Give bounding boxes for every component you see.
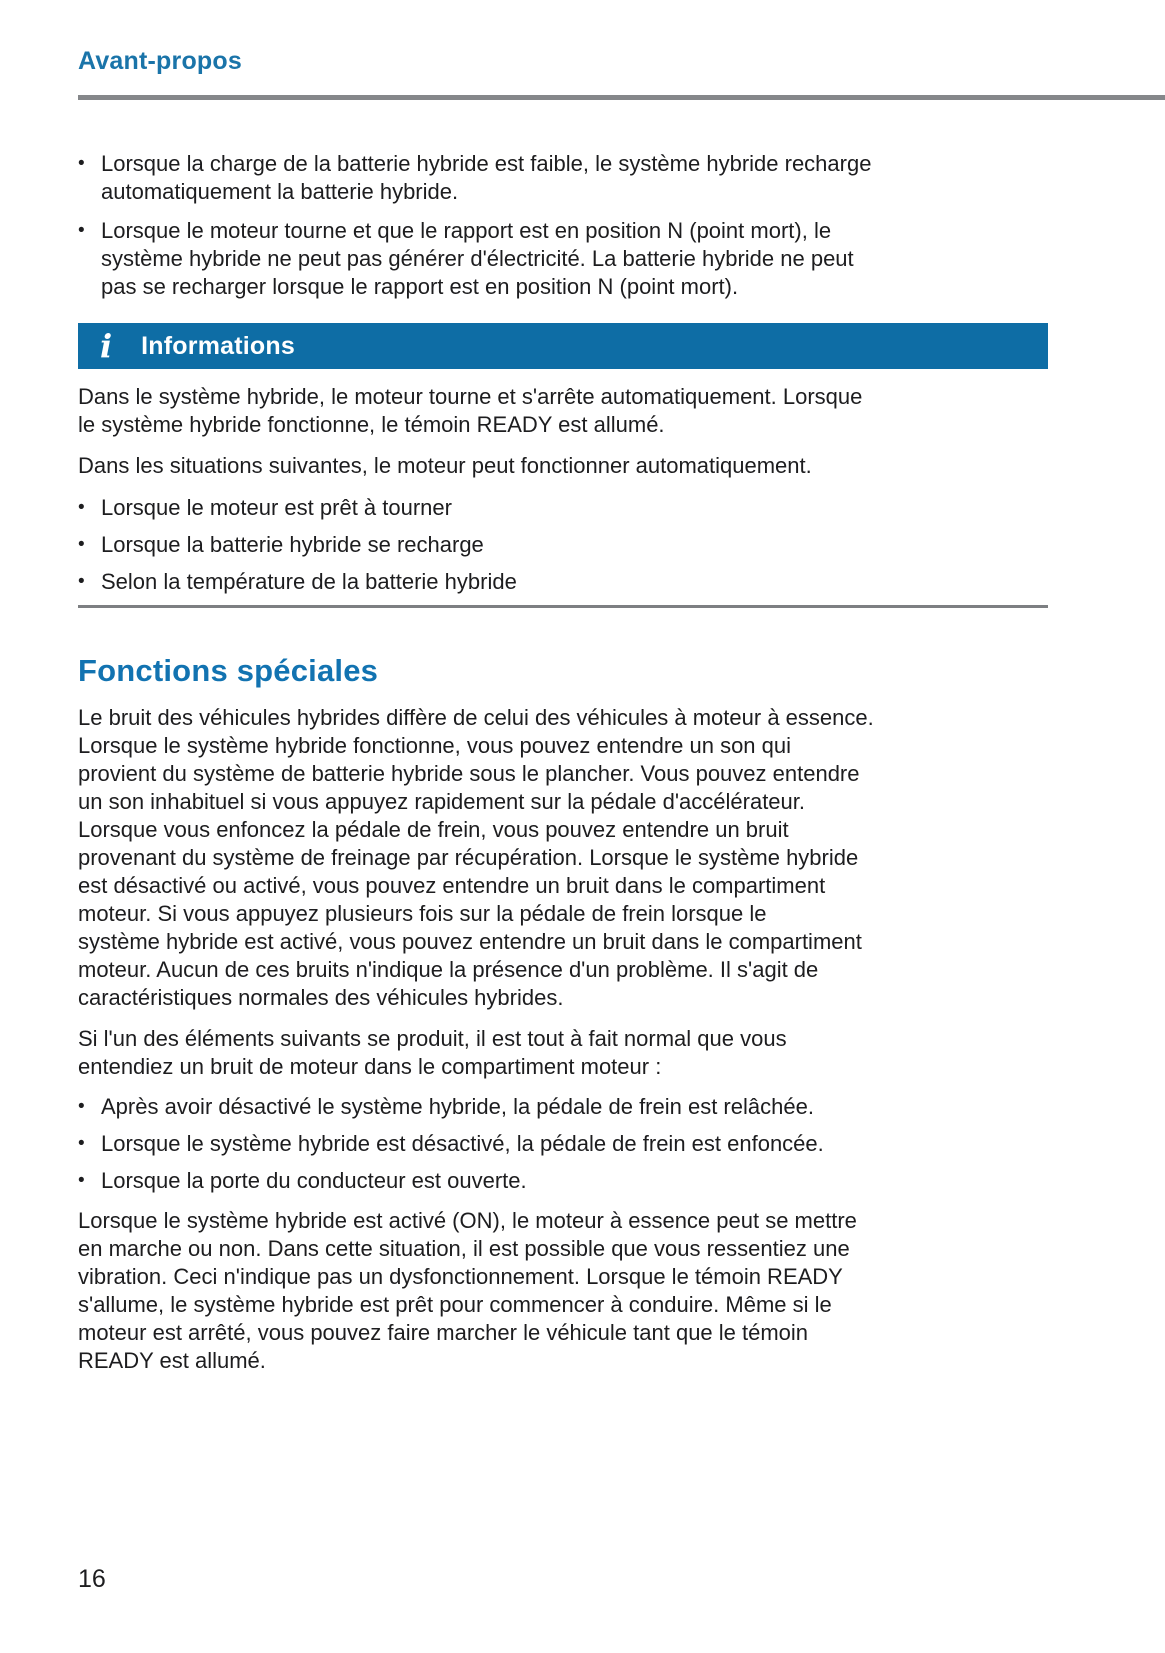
list-item [78,1167,1048,1195]
info-icon: i [100,327,113,365]
text-line: Lorsque le système hybride fonctionne, vous pouvez entendre un son qui [78,733,792,758]
bullet-text: Lorsque le moteur est prêt à tourner [101,495,452,520]
list-item [78,1093,1048,1121]
text-line: en marche ou non. Dans cette situation, il est possible que vous ressentiez une [78,1236,850,1261]
text-line: système hybride ne peut pas générer d'électricité. La batterie hybride ne peut [101,246,854,271]
text-line: moteur. Aucun de ces bruits n'indique la présence d'un problème. Il s'agit de [78,957,819,982]
bullet-icon: • [78,1096,85,1117]
informations-banner [78,323,1048,369]
text-line: Lorsque la charge de la batterie hybride est faible, le système hybride recharge [101,151,872,176]
text-line: système hybride est activé, vous pouvez entendre un bruit dans le compartiment [78,929,862,954]
bullet-text [101,217,854,301]
bullet-icon: • [78,534,85,555]
text-line: moteur. Si vous appuyez plusieurs fois sur la pédale de frein lorsque le [78,901,767,926]
section-paragraph [78,1025,1048,1081]
bullet-icon: • [78,220,85,241]
list-item [78,1130,1048,1158]
bullet-text: Lorsque la batterie hybride se recharge [101,532,484,557]
text-line: provenant du système de freinage par récupération. Lorsque le système hybride [78,845,859,870]
bullet-icon: • [78,571,85,592]
page-number: 16 [78,1565,106,1593]
informations-banner-title: Informations [141,331,295,360]
bullet-icon: • [78,1133,85,1154]
text-line: un son inhabituel si vous appuyez rapidement sur la pédale d'accélérateur. [78,789,805,814]
text-line: vibration. Ceci n'indique pas un dysfonctionnement. Lorsque le témoin READY [78,1264,843,1289]
section-divider [78,605,1048,608]
list-item [78,531,1048,559]
page-title: Avant-propos [78,47,242,75]
info-paragraph [78,452,1048,480]
intro-bullet-list [78,150,1048,301]
list-item [78,494,1048,522]
section-title: Fonctions spéciales [78,653,379,688]
list-item [78,217,1048,301]
section-bullet-list [78,1093,1048,1195]
bullet-icon: • [78,1170,85,1191]
text-line: entendiez un bruit de moteur dans le compartiment moteur : [78,1054,662,1079]
text-line: le système hybride fonctionne, le témoin READY est allumé. [78,412,665,437]
text-line: moteur est arrêté, vous pouvez faire marcher le véhicule tant que le témoin [78,1320,809,1345]
info-bullet-list [78,494,1048,596]
bullet-icon: • [78,153,85,174]
text-line: Dans le système hybride, le moteur tourne et s'arrête automatiquement. Lorsque [78,384,863,409]
bullet-text [101,150,871,206]
info-paragraph [78,383,1048,439]
text-line: automatiquement la batterie hybride. [101,179,459,204]
list-item [78,568,1048,596]
text-line: est désactivé ou activé, vous pouvez entendre un bruit dans le compartiment [78,873,826,898]
text-line: Lorsque vous enfoncez la pédale de frein, vous pouvez entendre un bruit [78,817,789,842]
text-line: Lorsque le système hybride est activé (ON), le moteur à essence peut se mettre [78,1208,857,1233]
text-line: Si l'un des éléments suivants se produit, il est tout à fait normal que vous [78,1026,787,1051]
text-line: caractéristiques normales des véhicules hybrides. [78,985,564,1010]
text-line: s'allume, le système hybride est prêt pour commencer à conduire. Même si le [78,1292,832,1317]
list-item [78,150,1048,206]
text-line: Le bruit des véhicules hybrides diffère de celui des véhicules à moteur à essence. [78,705,874,730]
bullet-text: Lorsque la porte du conducteur est ouverte. [101,1168,527,1193]
header-divider [78,95,1165,100]
bullet-icon: • [78,497,85,518]
text-line: provient du système de batterie hybride sous le plancher. Vous pouvez entendre [78,761,860,786]
bullet-text: Selon la température de la batterie hybride [101,569,517,594]
section-paragraph [78,704,1048,1012]
section-paragraph [78,1207,1048,1375]
text-line: Lorsque le moteur tourne et que le rapport est en position N (point mort), le [101,218,832,243]
bullet-text: Lorsque le système hybride est désactivé, la pédale de frein est enfoncée. [101,1131,824,1156]
text-line: pas se recharger lorsque le rapport est en position N (point mort). [101,274,739,299]
text-line: READY est allumé. [78,1348,266,1373]
bullet-text: Après avoir désactivé le système hybride, la pédale de frein est relâchée. [101,1094,814,1119]
text-line: Dans les situations suivantes, le moteur peut fonctionner automatiquement. [78,453,812,478]
